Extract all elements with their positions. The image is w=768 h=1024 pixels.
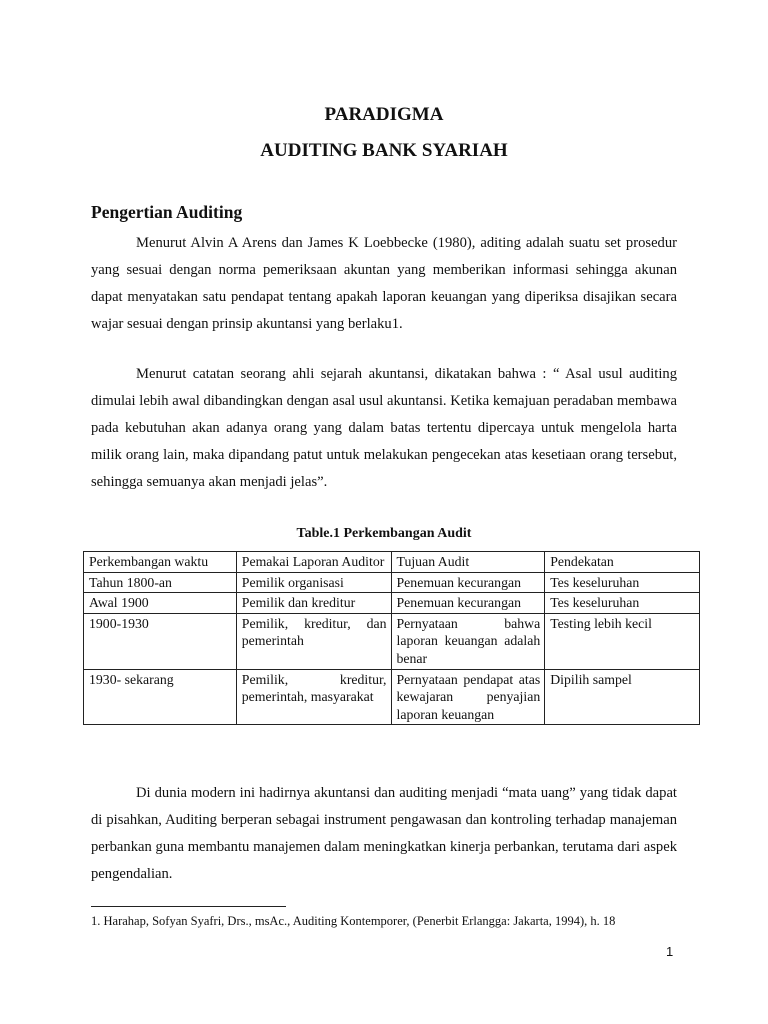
- table-cell: Pernyataan pendapat atas kewajaran penyajian laporan keuangan: [391, 669, 545, 725]
- table-cell: 1900-1930: [84, 613, 237, 669]
- table-header-cell: Pemakai Laporan Auditor: [236, 552, 391, 573]
- table-cell: Pemilik, kreditur, pemerintah, masyarakat: [236, 669, 391, 725]
- table-cell: Pernyataan bahwa laporan keuangan adalah benar: [391, 613, 545, 669]
- document-title: PARADIGMA: [324, 104, 444, 125]
- section-heading: Pengertian Auditing: [91, 202, 243, 222]
- table-row: [84, 572, 700, 593]
- footnote: 1. Harahap, Sofyan Syafri, Drs., msAc., Auditing Kontemporer, (Penerbit Erlangga: Jakarta, 1994), h. 18: [91, 914, 616, 928]
- table-header-cell: Perkembangan waktu: [84, 552, 237, 573]
- footnote-separator: [91, 906, 286, 907]
- table-row: [84, 669, 700, 725]
- table-cell: Dipilih sampel: [545, 669, 700, 725]
- table-header-cell: Pendekatan: [545, 552, 700, 573]
- table-cell: Awal 1900: [84, 593, 237, 614]
- table-row: [84, 593, 700, 614]
- table-cell: 1930- sekarang: [84, 669, 237, 725]
- audit-development-table: [83, 551, 700, 725]
- paragraph-definition: Menurut Alvin A Arens dan James K Loebbecke (1980), aditing adalah suatu set prosedur yang sesuai dengan norma pemeriksaan akuntan yang memberikan informasi sehingga akunan dapat menyatakan satu pendapat tentang apakah laporan keuangan yang diperiksa disajikan secara wajar sesuai dengan prinsip akuntansi yang berlaku1.: [91, 235, 677, 332]
- table-cell: Penemuan kecurangan: [391, 572, 545, 593]
- table-header-cell: Tujuan Audit: [391, 552, 545, 573]
- table-header-row: [84, 552, 700, 573]
- table-row: [84, 613, 700, 669]
- table-cell: Pemilik organisasi: [236, 572, 391, 593]
- table-cell: Pemilik dan kreditur: [236, 593, 391, 614]
- document-subtitle: AUDITING BANK SYARIAH: [260, 140, 508, 161]
- table-cell: Penemuan kecurangan: [391, 593, 545, 614]
- table-cell: Tes keseluruhan: [545, 572, 700, 593]
- paragraph-modern: Di dunia modern ini hadirnya akuntansi dan auditing menjadi “mata uang” yang tidak dapat di pisahkan, Auditing berperan sebagai instrument pengawasan dan kontroling terhadap manajeman perbankan guna membantu manajemen dalam meningkatkan kinerja perbankan, terutama dari aspek pengendalian.: [91, 785, 677, 882]
- table-cell: Tes keseluruhan: [545, 593, 700, 614]
- table-cell: Tahun 1800-an: [84, 572, 237, 593]
- table-caption: Table.1 Perkembangan Audit: [296, 526, 472, 541]
- page-number: 1: [666, 944, 674, 959]
- table-cell: Pemilik, kreditur, dan pemerintah: [236, 613, 391, 669]
- table-cell: Testing lebih kecil: [545, 613, 700, 669]
- paragraph-history: Menurut catatan seorang ahli sejarah akuntansi, dikatakan bahwa : “ Asal usul auditing dimulai lebih awal dibandingkan dengan asal usul akuntansi. Ketika kemajuan peradaban membawa pada kebutuhan akan adanya orang yang dalam batas tertentu dipercaya untuk mengelola harta milik orang lain, maka dipandang patut untuk melakukan pengecekan atas kesetiaan orang tersebut, sehingga semuanya akan menjadi jelas”.: [91, 366, 677, 490]
